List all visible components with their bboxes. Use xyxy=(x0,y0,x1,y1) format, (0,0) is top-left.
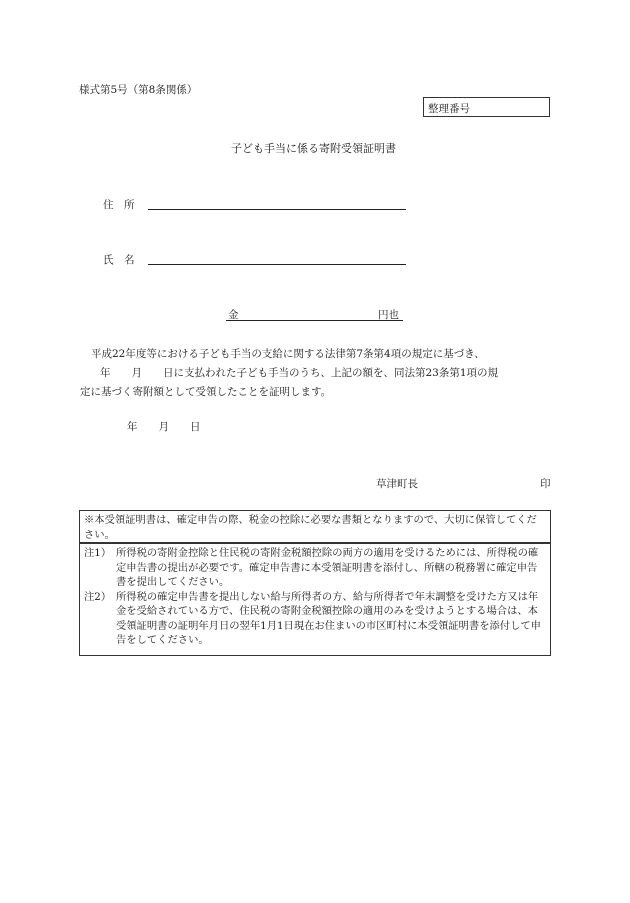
seiri-number-label: 整理番号 xyxy=(428,103,470,115)
name-field[interactable] xyxy=(148,264,406,265)
seal-mark: 印 xyxy=(540,478,551,490)
certification-body xyxy=(80,345,552,402)
note-1-label: 注1） xyxy=(84,547,112,559)
note-2-label: 注2） xyxy=(84,590,112,603)
note-1-text: 所得税の寄附金控除と住民税の寄附金税額控除の両方の適用を受けるためには、所得税の確定申告書の提出が必要です。確定申告書に本受領証明書を添付し、所轄の税務署に確定申告書を提出してください。 xyxy=(116,547,539,588)
note-1 xyxy=(84,546,546,590)
address-field[interactable] xyxy=(148,209,406,210)
amount-prefix: 金 xyxy=(228,309,239,321)
amount-field[interactable] xyxy=(226,320,403,321)
page-title: 子ども手当に係る寄附受領証明書 xyxy=(231,142,396,155)
caution-text: ※本受領証明書は、確定申告の際、税金の控除に必要な書類となりますので、大切に保管してください。 xyxy=(84,514,537,541)
body-line-2: 年 月 日に支払われた子ども手当のうち、上記の額を、同法第23条第1項の規 xyxy=(100,367,499,379)
notes-box xyxy=(79,543,551,656)
note-2-text: 所得税の確定申告書を提出しない給与所得者の方、給与所得者で年末調整を受けた方又は年金を受給されている方で、住民税の寄附金税額控除の適用のみを受けようとする場合は、本受領証明書の証明年月日の翌年1月1日現在お住まいの市区町村に本受領証明書を添付して申告をしてください。 xyxy=(116,590,541,646)
seiri-number-box[interactable] xyxy=(423,97,550,117)
body-line-1: 平成22年度等における子ども手当の支給に関する法律第7条第4項の規定に基づき、 xyxy=(91,348,485,360)
name-label: 氏 名 xyxy=(103,254,135,266)
form-number: 様式第5号（第8条関係） xyxy=(79,84,198,96)
issue-date: 年 月 日 xyxy=(127,421,201,433)
body-line-3: 定に基づく寄附額として受領したことを証明します。 xyxy=(80,386,332,398)
issuer: 草津町長 xyxy=(376,478,418,490)
caution-box xyxy=(79,510,551,543)
note-2 xyxy=(84,590,546,648)
address-label: 住 所 xyxy=(103,199,135,211)
amount-suffix: 円也 xyxy=(378,309,399,321)
